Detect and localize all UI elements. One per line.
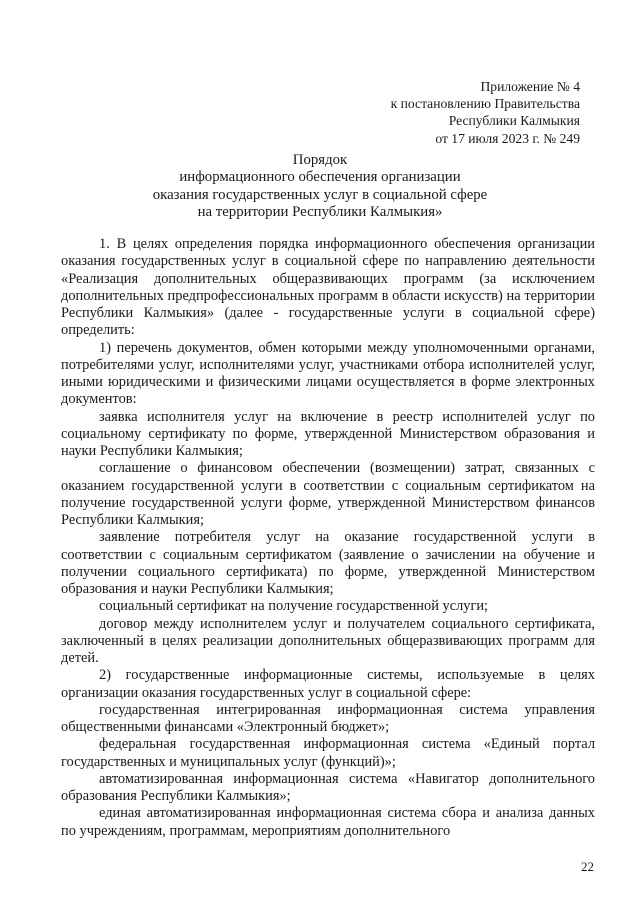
paragraph-8: 2) государственные информационные системы, используемые в целях организации оказания государственных услуг в социальной сфере: — [61, 667, 595, 701]
approval-line-4: от 17 июля 2023 г. № 249 — [435, 130, 580, 146]
title-line-4: на территории Республики Калмыкия» — [197, 204, 443, 221]
page-number: 22 — [581, 859, 594, 874]
approval-stamp — [391, 78, 580, 147]
document-body — [61, 236, 595, 840]
paragraph-11: автоматизированная информационная система «Навигатор дополнительного образования Республики Калмыкия»; — [61, 770, 595, 804]
paragraph-7: договор между исполнителем услуг и получателем социального сертификата, заключенный в целях реализации дополнительных общеразвивающих программ для детей. — [61, 615, 595, 666]
document-title — [0, 152, 640, 222]
paragraph-2: 1) перечень документов, обмен которыми между уполномоченными органами, потребителями услуг, исполнителями услуг, участниками отбора исполнителей услуг, иными юридическими и физическими лицами осуществляется в форме электронных документов: — [61, 339, 595, 408]
title-line-1: Порядок — [292, 152, 348, 168]
paragraph-4: соглашение о финансовом обеспечении (возмещении) затрат, связанных с оказанием государственной услуги в соответствии с социальным сертификатом на получение государственной услуги форме, утвержденной Министерством финансов Республики Калмыкия; — [61, 460, 595, 528]
approval-line-3: Республики Калмыкия — [448, 113, 580, 129]
approval-line-2: к постановлению Правительства — [390, 96, 580, 112]
paragraph-1: 1. В целях определения порядка информационного обеспечения организации оказания государственных услуг в социальной сфере по направлению деятельности «Реализация дополнительных общеразвивающих программ (за исключением дополнительных предпрофессиональных программ в области искусств) на территории Республики Калмыкия» (далее - государственные услуги в социальной сфере) определить: — [61, 236, 595, 339]
title-line-3: оказания государственных услуг в социальной сфере — [152, 186, 488, 203]
paragraph-5: заявление потребителя услуг на оказание государственной услуги в соответствии с социальным сертификатом (заявление о зачислении на обучение и получении социального сертификата) по форме, утвержденной Министерством образования и науки Республики Калмыкия; — [61, 529, 595, 597]
paragraph-12: единая автоматизированная информационная система сбора и анализа данных по учреждениям, программам, мероприятиям дополнительного — [61, 805, 595, 839]
paragraph-3: заявка исполнителя услуг на включение в реестр исполнителей услуг по социальному сертификату по форме, утвержденной Министерством образования и науки Республики Калмыкия; — [61, 408, 595, 459]
title-line-2: информационного обеспечения организации — [179, 169, 461, 186]
paragraph-10: федеральная государственная информационная система «Единый портал государственных и муниципальных услуг (функций)»; — [61, 736, 595, 770]
approval-line-1: Приложение № 4 — [480, 79, 580, 94]
paragraph-9: государственная интегрированная информационная система управления общественными финансами «Электронный бюджет»; — [61, 701, 595, 735]
paragraph-6: социальный сертификат на получение государственной услуги; — [99, 598, 489, 615]
